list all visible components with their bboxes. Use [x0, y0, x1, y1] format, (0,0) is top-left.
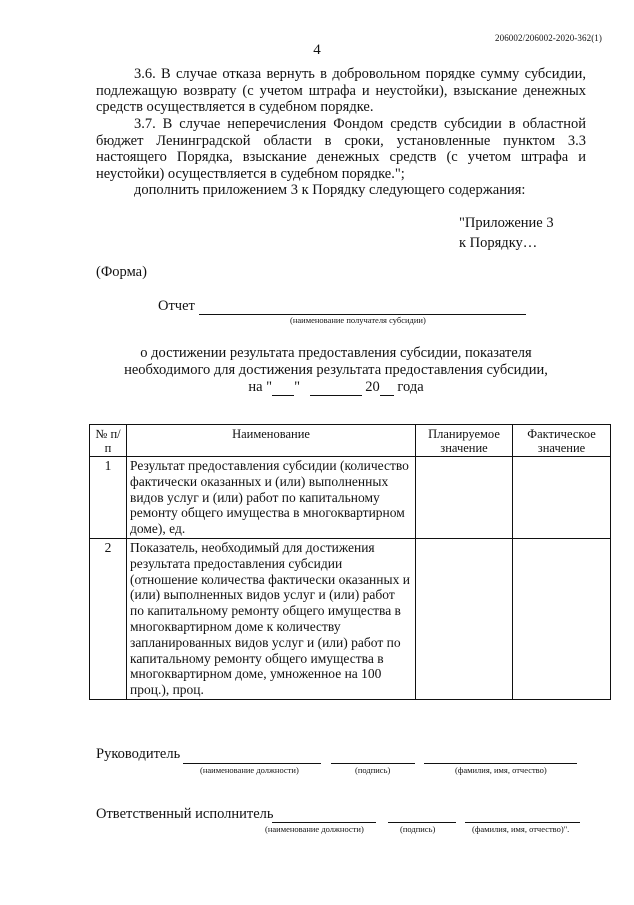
head-position-caption: (наименование должности) [200, 765, 299, 775]
executor-name-caption: (фамилия, имя, отчество)". [472, 824, 570, 834]
executor-signature-line [388, 821, 456, 823]
paragraph-3-6: 3.6. В случае отказа вернуть в добровольном порядке сумму субсидии, подлежащую возврату (с учетом штрафа и неустойки), взыскание денежных средств осуществляется в судебном порядке. [96, 66, 586, 116]
report-title [96, 345, 576, 396]
year-blank [380, 382, 394, 396]
header-actual: Фактическое значение [513, 425, 611, 457]
executor-position-caption: (наименование должности) [265, 824, 364, 834]
head-signature-label: Руководитель [96, 746, 181, 762]
row-num: 2 [90, 538, 127, 699]
executor-signature-label: Ответственный исполнитель [96, 806, 274, 822]
head-name-caption: (фамилия, имя, отчество) [455, 765, 547, 775]
report-label: Отчет [158, 298, 195, 314]
day-blank [272, 382, 294, 396]
table-row [90, 538, 611, 699]
table-row [90, 457, 611, 539]
appendix-line-1: "Приложение 3 [459, 215, 554, 231]
paragraph-3-7: 3.7. В случае неперечисления Фондом средств субсидии в областной бюджет Ленинградской области в сроки, установленные пунктом 3.3 настоящего Порядка, взыскание денежных средств (с учетом штрафа и неустойки) осуществляется в судебном порядке."; [96, 116, 586, 182]
report-title-line-2: необходимого для достижения результата предоставления субсидии, [124, 362, 548, 378]
page-number: 4 [313, 42, 321, 58]
row-planned [416, 538, 513, 699]
form-label: (Форма) [96, 264, 147, 280]
executor-signature-caption: (подпись) [400, 824, 436, 834]
row-num: 1 [90, 457, 127, 539]
recipient-blank-line [199, 300, 526, 315]
report-recipient-line [158, 298, 526, 315]
report-date-line: на " " 20 года [248, 379, 424, 395]
header-name: Наименование [127, 425, 416, 457]
table-header-row [90, 425, 611, 457]
executor-position-line [272, 821, 376, 823]
head-signature-line [331, 762, 415, 764]
appendix-line-2: к Порядку… [459, 235, 538, 251]
recipient-caption: (наименование получателя субсидии) [290, 315, 426, 325]
header-planned: Планируемое значение [416, 425, 513, 457]
report-title-line-1: о достижении результата предоставления субсидии, показателя [140, 345, 532, 361]
head-position-line [183, 762, 321, 764]
row-planned [416, 457, 513, 539]
header-num: № п/п [90, 425, 127, 457]
month-blank [310, 382, 362, 396]
executor-name-line [465, 821, 580, 823]
report-table [89, 424, 611, 700]
row-name: Показатель, необходимый для достижения результата предоставления субсидии (отношение количества фактически оказанных и (или) выполненных видов услуг и (или) работ по капитальному ремонту общего имущества в многоквартирном доме к количеству запланированных видов услуг и (или) работ по капитальному ремонту общего имущества в многоквартирном доме, умноженное на 100 проц.), проц. [127, 538, 416, 699]
row-actual [513, 457, 611, 539]
row-name: Результат предоставления субсидии (количество фактически оказанных и (или) выполненных видов услуг и (или) работ по капитальному ремонту общего имущества в многоквартирном доме), ед. [127, 457, 416, 539]
supplement-paragraph: дополнить приложением 3 к Порядку следующего содержания: [134, 182, 526, 198]
head-signature-caption: (подпись) [355, 765, 391, 775]
row-actual [513, 538, 611, 699]
head-name-line [424, 762, 577, 764]
document-number: 206002/206002-2020-362(1) [495, 33, 602, 43]
appendix-reference [459, 213, 554, 253]
